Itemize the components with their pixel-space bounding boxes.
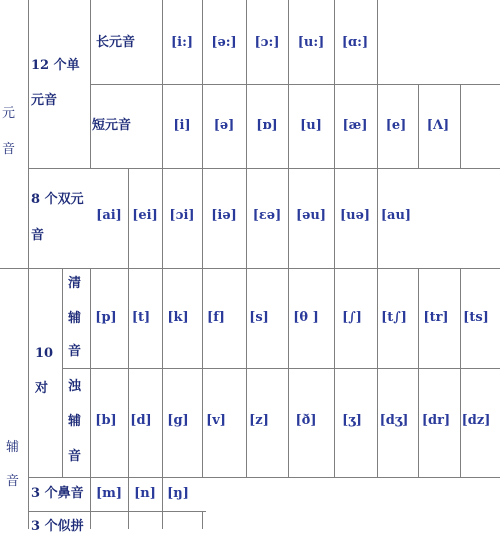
diphthong-symbol: [uə] <box>339 208 371 223</box>
diphthong-group-label-line: 8 个双元 <box>31 192 84 207</box>
short-vowel-symbol: [e] <box>385 118 407 133</box>
voiced-label-char: 浊 <box>68 379 82 394</box>
grid-line <box>418 84 419 168</box>
grid-line <box>28 168 500 169</box>
diphthong-symbol: [ɔi] <box>169 208 195 223</box>
diphthong-symbol: [au] <box>380 208 412 223</box>
voiced-consonant-symbol: [v] <box>206 413 226 428</box>
consonant-category-label-line: 音 <box>6 474 20 489</box>
voiced-consonant-symbol: [dr] <box>421 413 451 428</box>
voiceless-consonant-symbol: [s] <box>249 310 269 325</box>
voiceless-consonant-symbol: [t] <box>131 310 151 325</box>
short-vowel-symbol: [ɒ] <box>256 118 278 133</box>
grid-line <box>334 0 335 268</box>
long-vowel-symbol: [ɑ:] <box>341 35 369 50</box>
long-vowel-symbol: [ə:] <box>211 35 237 50</box>
short-vowel-label: 短元音 <box>92 118 132 133</box>
voiced-label-char: 音 <box>68 449 82 464</box>
monophthong-group-label-line: 元音 <box>31 93 58 108</box>
vowel-category-label-line: 音 <box>2 142 16 157</box>
grid-line <box>460 268 461 477</box>
long-vowel-symbol: [u:] <box>297 35 325 50</box>
grid-line <box>202 512 203 529</box>
diphthong-symbol: [εə] <box>252 208 282 223</box>
short-vowel-symbol: [i] <box>173 118 191 133</box>
nasal-label: 3 个鼻音 <box>31 486 84 501</box>
grid-line <box>377 0 378 268</box>
grid-line <box>162 0 163 529</box>
voiced-consonant-symbol: [z] <box>249 413 269 428</box>
diphthong-symbol: [ai] <box>96 208 122 223</box>
voiceless-label-char: 音 <box>68 344 82 359</box>
grid-line <box>377 268 378 477</box>
pairs-label-line: 对 <box>35 381 49 396</box>
grid-line <box>202 268 203 477</box>
vowel-category-label-line: 元 <box>2 106 16 121</box>
voiceless-consonant-symbol: [t∫] <box>381 310 407 325</box>
grid-line <box>288 268 289 477</box>
diphthong-symbol: [iə] <box>211 208 237 223</box>
voiceless-consonant-symbol: [ts] <box>463 310 489 325</box>
voiced-consonant-symbol: [dz] <box>461 413 491 428</box>
voiceless-consonant-symbol: [∫] <box>342 310 362 325</box>
grid-line <box>288 0 289 268</box>
consonant-category-label-line: 辅 <box>6 440 20 455</box>
short-vowel-symbol: [æ] <box>342 118 368 133</box>
voiceless-consonant-symbol: [θ ] <box>293 310 319 325</box>
diphthong-symbol: [əu] <box>295 208 327 223</box>
grid-line <box>28 511 206 512</box>
long-vowel-symbol: [ɔ:] <box>254 35 280 50</box>
voiceless-consonant-symbol: [tr] <box>423 310 449 325</box>
grid-line <box>128 169 129 529</box>
voiceless-consonant-symbol: [p] <box>95 310 117 325</box>
short-vowel-symbol: [u] <box>300 118 322 133</box>
diphthong-group-label-line: 音 <box>31 228 45 243</box>
voiced-consonant-symbol: [dʒ] <box>379 413 409 428</box>
diphthong-symbol: [ei] <box>132 208 158 223</box>
voiceless-consonant-symbol: [k] <box>167 310 189 325</box>
long-vowel-label: 长元音 <box>96 35 136 50</box>
grid-line <box>62 268 63 477</box>
nasal-symbol: [ŋ] <box>167 486 189 501</box>
voiceless-label-char: 辅 <box>68 311 82 326</box>
voiced-label-char: 辅 <box>68 414 82 429</box>
grid-line <box>202 0 203 268</box>
voiced-consonant-symbol: [d] <box>130 413 152 428</box>
short-vowel-symbol: [ə] <box>213 118 235 133</box>
grid-line <box>28 0 29 529</box>
pairs-label-line: 10 <box>35 346 54 361</box>
grid-line <box>246 0 247 268</box>
grid-line <box>246 268 247 477</box>
voiceless-label-char: 清 <box>68 276 82 291</box>
grid-line <box>28 477 500 478</box>
voiceless-consonant-symbol: [f] <box>207 310 225 325</box>
long-vowel-symbol: [i:] <box>170 35 194 50</box>
grid-line <box>62 368 500 369</box>
voiced-consonant-symbol: [b] <box>95 413 117 428</box>
monophthong-group-label-line: 12 个单 <box>31 58 80 73</box>
grid-line <box>90 268 91 529</box>
grid-line <box>418 268 419 477</box>
nasal-symbol: [m] <box>95 486 123 501</box>
partial-row-label: 3 个似拼 <box>31 519 84 534</box>
short-vowel-symbol: [Λ] <box>426 118 450 133</box>
grid-line <box>90 84 500 85</box>
grid-line <box>334 268 335 477</box>
voiced-consonant-symbol: [ʒ] <box>342 413 362 428</box>
nasal-symbol: [n] <box>134 486 156 501</box>
grid-line <box>0 268 500 269</box>
voiced-consonant-symbol: [ð] <box>295 413 317 428</box>
voiced-consonant-symbol: [g] <box>167 413 189 428</box>
grid-line <box>460 84 461 168</box>
